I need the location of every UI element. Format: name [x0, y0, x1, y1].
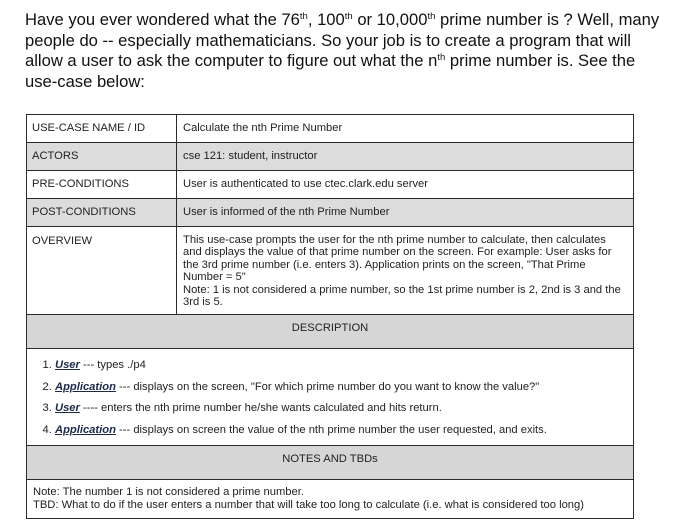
- description-header: DESCRIPTION: [27, 315, 634, 349]
- intro-text-4: prime number is ? Well, many people do -- especially mathematicians. So your job is to create a program that will allow a user to ask the computer to figure out what the n: [25, 10, 660, 70]
- row-label: ACTORS: [27, 143, 177, 171]
- notes-header-row: [27, 446, 634, 480]
- intro-paragraph: [25, 10, 665, 92]
- step-text: --- displays on screen the value of the nth prime number the user requested, and exits.: [115, 423, 547, 436]
- actors-row: [27, 143, 634, 171]
- notes-header: NOTES AND TBDs: [27, 446, 634, 480]
- step-item: [55, 420, 627, 442]
- note-line: Note: The number 1 is not considered a prime number.: [33, 486, 304, 499]
- intro-text-2: , 100: [307, 10, 345, 29]
- overview-paragraph: This use-case prompts the user for the nth prime number to calculate, then calculates and displays the value of that prime number on the screen. For example: User asks for the 3rd prime number (i.e. enters 3). Application prints on the screen, "That Prime Number = 5": [183, 234, 612, 284]
- step-actor: Application: [55, 380, 116, 393]
- notes-content: [27, 480, 634, 518]
- notes-row: [27, 480, 634, 518]
- overview-text: [177, 227, 634, 315]
- post-conditions-row: [27, 199, 634, 227]
- steps-list: [35, 355, 627, 441]
- step-item: [55, 355, 627, 377]
- row-value: Calculate the nth Prime Number: [177, 115, 634, 143]
- ordinal-suffix: th: [437, 52, 446, 63]
- step-item: [55, 377, 627, 399]
- ordinal-suffix: th: [427, 11, 436, 22]
- row-label: POST-CONDITIONS: [27, 199, 177, 227]
- row-label: USE-CASE NAME / ID: [27, 115, 177, 143]
- row-value: User is authenticated to use ctec.clark.edu server: [177, 171, 634, 199]
- step-text: ---- enters the nth prime number he/she wants calculated and hits return.: [79, 402, 442, 415]
- ordinal-suffix: th: [299, 11, 308, 22]
- description-header-row: [27, 315, 634, 349]
- use-case-table: [26, 114, 634, 519]
- row-value: cse 121: student, instructor: [177, 143, 634, 171]
- step-actor: Application: [55, 423, 116, 436]
- overview-note: Note: 1 is not considered a prime number, so the 1st prime number is 2, 2nd is 3 and the 3rd is 5.: [183, 283, 621, 309]
- description-steps: [27, 349, 634, 446]
- intro-text-3: or 10,000: [352, 10, 428, 29]
- row-value: User is informed of the nth Prime Number: [177, 199, 634, 227]
- description-steps-row: [27, 349, 634, 446]
- ordinal-suffix: th: [344, 11, 353, 22]
- step-text: --- displays on the screen, "For which prime number do you want to know the value?": [115, 380, 540, 393]
- step-actor: User: [55, 359, 80, 372]
- pre-conditions-row: [27, 171, 634, 199]
- step-actor: User: [55, 402, 80, 415]
- step-text: --- types ./p4: [79, 359, 146, 372]
- use-case-name-row: [27, 115, 634, 143]
- row-label: PRE-CONDITIONS: [27, 171, 177, 199]
- row-label: OVERVIEW: [27, 227, 177, 315]
- tbd-line: TBD: What to do if the user enters a number that will take too long to calculate (i.e. what is considered too long): [33, 499, 584, 512]
- intro-text-5: prime number is. See the use-case below:: [25, 51, 636, 91]
- step-item: [55, 398, 627, 420]
- overview-row: [27, 227, 634, 315]
- intro-text-1: Have you ever wondered what the 76: [25, 10, 300, 29]
